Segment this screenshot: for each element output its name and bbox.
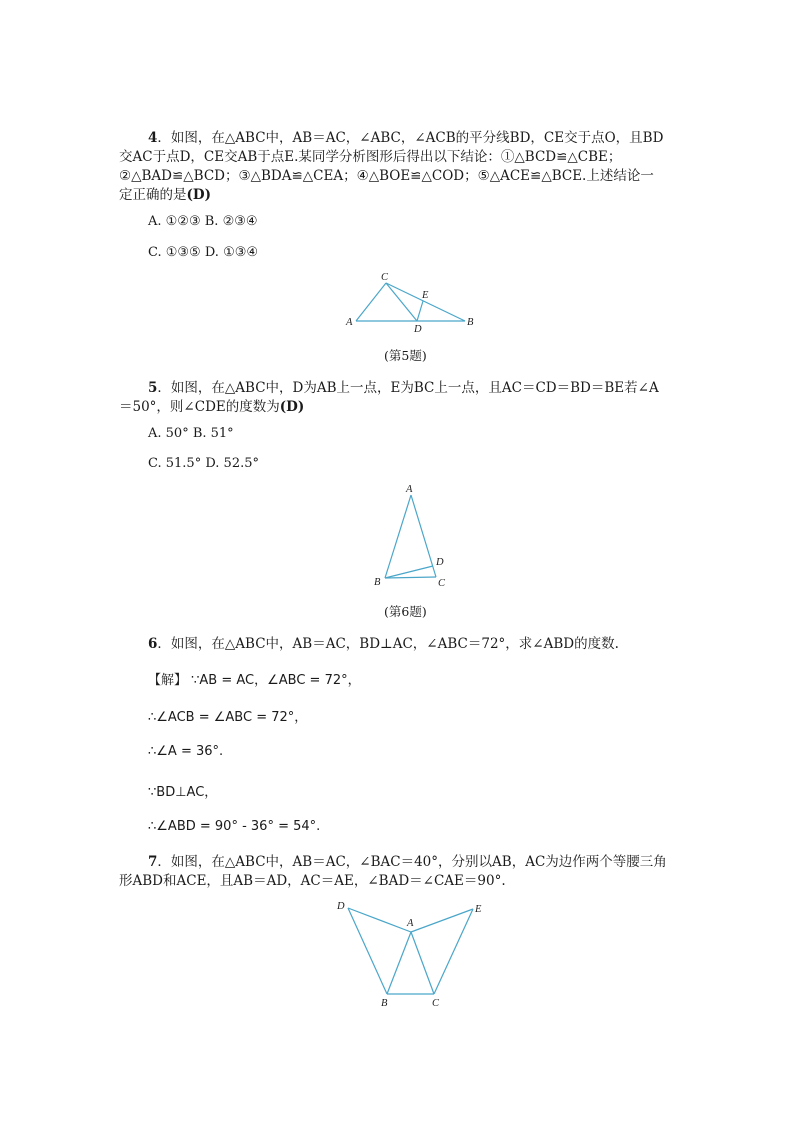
q7-number: 7 xyxy=(148,854,158,870)
fig7-segment-ab xyxy=(387,932,411,994)
q5-text-1: ．如图，在△ABC中，D为AB上一点，E为BC上一点，且AC＝CD＝BD＝BE若∠A xyxy=(157,380,659,396)
fig5-label-d: D xyxy=(414,324,422,335)
q7-text-1: ．如图，在△ABC中，AB＝AC，∠BAC＝40°，分别以AB，AC为边作两个等腰三角 xyxy=(157,854,667,870)
fig6-label-c: C xyxy=(438,578,446,589)
fig6-label-a: A xyxy=(406,484,413,495)
figure-5 xyxy=(340,270,490,336)
q4-line-4 xyxy=(119,186,211,205)
fig6-segment-ac xyxy=(411,495,436,577)
fig5-label-b: B xyxy=(467,317,474,328)
fig7-label-e: E xyxy=(475,904,482,915)
fig6-segment-ab xyxy=(385,495,411,578)
q4-text-4: 定正确的是 xyxy=(119,187,187,203)
q5-line-1 xyxy=(148,379,659,398)
q6-solution-line-5: ∴∠ABD = 90° - 36° = 54°. xyxy=(148,819,321,834)
q4-options-row-1: A. ①②③ B. ②③④ xyxy=(148,214,258,229)
fig7-segment-ac xyxy=(411,932,434,994)
q4-line-1 xyxy=(148,129,663,148)
q4-line-2: 交AC于点D，CE交AB于点E.某同学分析图形后得出以下结论：①△BCD≌△CBE； xyxy=(119,149,622,165)
q5-line-2 xyxy=(119,398,304,417)
fig7-label-c: C xyxy=(432,998,440,1009)
q4-options-row-2: C. ①③⑤ D. ①③④ xyxy=(148,245,259,260)
fig5-label-c: C xyxy=(381,272,389,283)
q7-line-2: 形ABD和ACE，且AB＝AD，AC＝AE，∠BAD＝∠CAE＝90°. xyxy=(119,873,506,889)
q6-line-1 xyxy=(148,635,619,654)
fig6-segment-bc xyxy=(385,577,436,578)
fig6-segment-bd xyxy=(385,566,433,578)
fig6-caption: (第6题) xyxy=(384,604,427,619)
q7-line-1 xyxy=(148,853,667,872)
fig6-label-d: D xyxy=(436,557,444,568)
fig7-label-d: D xyxy=(337,901,345,912)
q6-solution-line-2: ∴∠ACB = ∠ABC = 72°， xyxy=(148,710,308,725)
fig5-segment-ac xyxy=(356,283,386,321)
q6-solution-line-4: ∵BD⊥AC， xyxy=(148,785,218,800)
q5-number: 5 xyxy=(148,380,158,396)
q5-options-row-2: C. 51.5° D. 52.5° xyxy=(148,456,259,471)
fig5-label-a: A xyxy=(346,317,353,328)
q6-number: 6 xyxy=(148,636,158,652)
q5-options-row-1: A. 50° B. 51° xyxy=(148,426,234,441)
fig7-label-b: B xyxy=(381,998,388,1009)
q6-text-1: ．如图，在△ABC中，AB＝AC，BD⊥AC，∠ABC＝72°，求∠ABD的度数. xyxy=(157,636,619,652)
fig7-label-a: A xyxy=(407,918,414,929)
fig5-segment-cd xyxy=(386,283,417,321)
figure-7 xyxy=(330,895,490,1010)
figure-6 xyxy=(370,480,450,592)
fig5-segment-de xyxy=(417,301,423,321)
q6-solution-line-3: ∴∠A = 36°. xyxy=(148,744,224,759)
q4-number: 4 xyxy=(148,130,158,146)
fig5-segment-cb xyxy=(386,283,465,321)
q4-text-1: ．如图，在△ABC中，AB＝AC，∠ABC，∠ACB的平分线BD，CE交于点O，且BD xyxy=(157,130,664,146)
q5-text-2: ＝50°，则∠CDE的度数为 xyxy=(119,399,280,415)
q4-answer: (D) xyxy=(186,187,211,203)
q5-answer: (D) xyxy=(279,399,305,415)
q4-line-3: ②△BAD≌△BCD；③△BDA≌△CEA；④△BOE≌△COD；⑤△ACE≌△BCE.上述结论一 xyxy=(119,168,654,184)
fig6-label-b: B xyxy=(374,577,381,588)
q6-solution-line-1: 【解】 ∵AB = AC，∠ABC = 72°， xyxy=(148,673,361,688)
fig5-caption: (第5题) xyxy=(384,348,427,363)
fig5-label-e: E xyxy=(422,290,429,301)
